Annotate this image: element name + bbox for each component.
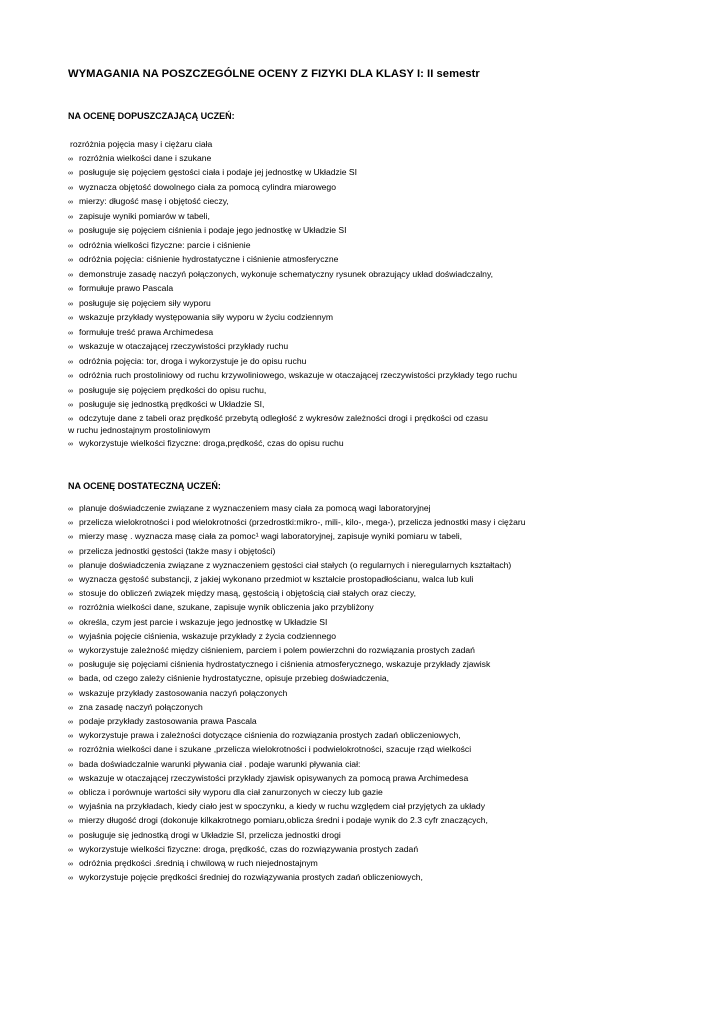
bullet-icon: ∞ <box>68 619 72 627</box>
list-item: ∞ podaje przykłady zastosowania prawa Pascala <box>68 715 526 729</box>
list-item: ∞ wskazuje przykłady zastosowania naczyń połączonych <box>68 687 526 701</box>
bullet-icon: ∞ <box>68 633 72 641</box>
document-title: WYMAGANIA NA POSZCZEGÓLNE OCENY Z FIZYKI DLA KLASY I: II semestr <box>68 68 480 80</box>
list-item: ∞ posługuje się pojęciem ciśnienia i podaje jego jednostkę w Układzie SI <box>68 224 517 239</box>
list-item: ∞ odczytuje dane z tabeli oraz prędkość przebytą odległość z wykresów zależności drogi i prędkości od czasu <box>68 413 517 426</box>
list-item: ∞ posługuje się pojęciami ciśnienia hydrostatycznego i ciśnienia atmosferycznego, wskazuje przykłady zjawisk <box>68 658 526 672</box>
bullet-icon: ∞ <box>68 747 72 755</box>
bullet-icon: ∞ <box>68 775 72 783</box>
list-item: ∞ odróżnia ruch prostoliniowy od ruchu krzywoliniowego, wskazuje w otaczającej rzeczywistości przykłady tego ruchu <box>68 369 517 384</box>
bullet-icon: ∞ <box>68 605 72 613</box>
list-item: ∞ posługuje się pojęciem gęstości ciała i podaje jej jednostkę w Układzie SI <box>68 166 517 181</box>
bullet-icon: ∞ <box>68 344 72 351</box>
list-item: rozróżnia pojęcia masy i ciężaru ciała <box>70 139 213 149</box>
bullet-icon: ∞ <box>68 300 72 308</box>
list-item: ∞ wyznacza gęstość substancji, z jakiej wykonano przedmiot w kształcie prostopadłościanu, walca lub kuli <box>68 573 526 587</box>
bullet-icon: ∞ <box>68 704 72 712</box>
bullet-icon: ∞ <box>68 170 72 177</box>
bullet-icon: ∞ <box>68 875 72 883</box>
section-heading-dopuszczajaca: NA OCENĘ DOPUSZCZAJĄCĄ UCZEŃ: <box>68 111 235 121</box>
list-item: ∞ odróżnia prędkości .średnią i chwilową w ruch niejednostajnym <box>68 857 526 871</box>
bullet-icon: ∞ <box>68 832 72 840</box>
list-item: ∞ określa, czym jest parcie i wskazuje jego jednostkę w Układzie SI <box>68 616 526 630</box>
bullet-icon: ∞ <box>68 358 72 366</box>
bullet-icon: ∞ <box>68 719 72 727</box>
list-item: ∞ zna zasadę naczyń połączonych <box>68 701 526 715</box>
list-item: ∞ planuje doświadczenie związane z wyznaczeniem masy ciała za pomocą wagi laboratoryjnej <box>68 502 526 516</box>
bullet-icon: ∞ <box>68 577 72 585</box>
list-item: ∞ planuje doświadczenia związane z wyznaczeniem gęstości ciał stałych (o regularnych i nieregularnych kształtach) <box>68 559 526 573</box>
bullet-icon: ∞ <box>68 846 72 854</box>
list-item: ∞ wskazuje w otaczającej rzeczywistości przykłady zjawisk opisywanych za pomocą prawa Archimedesa <box>68 772 526 786</box>
list-item: ∞ mierzy: długość masę i objętość cieczy, <box>68 195 517 210</box>
bullet-icon: ∞ <box>68 790 72 798</box>
bullet-icon: ∞ <box>68 387 72 395</box>
bullet-icon: ∞ <box>68 257 72 264</box>
bullet-icon: ∞ <box>68 228 72 235</box>
bullet-icon: ∞ <box>68 315 72 322</box>
bullet-icon: ∞ <box>68 286 72 293</box>
list-item: ∞ bada doświadczalnie warunki pływania ciał . podaje warunki pływania ciał: <box>68 758 526 772</box>
list-item: ∞ wykorzystuje zależność między ciśnieniem, parciem i polem powierzchni do rozwiązania prostych zadań <box>68 644 526 658</box>
list-item: ∞ mierzy długość drogi (dokonuje kilkakrotnego pomiaru,oblicza średni i podaje wynik do 2.3 cyfr znaczących, <box>68 814 526 828</box>
bullet-icon: ∞ <box>68 373 72 380</box>
list-item: ∞ wskazuje przykłady występowania siły wyporu w życiu codziennym <box>68 311 517 326</box>
list-item: ∞ odróżnia pojęcia: ciśnienie hydrostatyczne i ciśnienie atmosferyczne <box>68 253 517 268</box>
list-item: ∞ oblicza i porównuje wartości siły wyporu dla ciał zanurzonych w cieczy lub gazie <box>68 786 526 800</box>
bullet-icon: ∞ <box>68 648 72 656</box>
bullet-icon: ∞ <box>68 804 72 812</box>
list-item: ∞ posługuje się jednostką drogi w Układzie SI, przelicza jednostki drogi <box>68 829 526 843</box>
bullet-icon: ∞ <box>68 402 72 409</box>
list-item: ∞ wykorzystuje wielkości fizyczne: droga, prędkość, czas do rozwiązywania prostych zadań <box>68 843 526 857</box>
list-item: ∞ bada, od czego zależy ciśnienie hydrostatyczne, opisuje przebieg doświadczenia, <box>68 672 526 686</box>
list-item: ∞ rozróżnia wielkości dane i szukane <box>68 152 517 167</box>
list-item: ∞ wyznacza objętość dowolnego ciała za pomocą cylindra miarowego <box>68 181 517 196</box>
list-item: ∞ wyjaśnia pojęcie ciśnienia, wskazuje przykłady z życia codziennego <box>68 630 526 644</box>
section-heading-dostateczna: NA OCENĘ DOSTATECZNĄ UCZEŃ: <box>68 481 221 491</box>
list-item: ∞ demonstruje zasadę naczyń połączonych, wykonuje schematyczny rysunek obrazujący układ doświadczalny, <box>68 268 517 283</box>
bullet-icon: ∞ <box>68 520 72 528</box>
list-item: ∞ wyjaśnia na przykładach, kiedy ciało jest w spoczynku, a kiedy w ruchu względem ciał przyjętych za układy <box>68 800 526 814</box>
list-item: ∞ stosuje do obliczeń związek między masą, gęstością i objętością ciał stałych oraz cieczy, <box>68 587 526 601</box>
bullet-icon: ∞ <box>68 155 72 163</box>
requirements-list-dopuszczajaca <box>68 138 517 451</box>
list-item: ∞ wykorzystuje pojęcie prędkości średniej do rozwiązywania prostych zadań obliczeniowych, <box>68 871 526 885</box>
list-item: ∞ posługuje się pojęciem prędkości do opisu ruchu, <box>68 384 517 399</box>
bullet-icon: ∞ <box>68 562 72 570</box>
list-item: ∞ formułuje prawo Pascala <box>68 282 517 297</box>
bullet-icon: ∞ <box>68 242 72 250</box>
list-item: ∞ rozróżnia wielkości dane i szukane ,przelicza wielokrotności i podwielokrotności, szacuje rząd wielkości <box>68 743 526 757</box>
list-item: ∞ mierzy masę . wyznacza masę ciała za pomoc¹ wagi laboratoryjnej, zapisuje wyniki pomiaru w tabeli, <box>68 530 526 544</box>
bullet-icon: ∞ <box>68 271 72 279</box>
bullet-icon: ∞ <box>68 199 72 206</box>
list-item: ∞ posługuje się pojęciem siły wyporu <box>68 297 517 312</box>
bullet-icon: ∞ <box>68 662 72 670</box>
bullet-icon: ∞ <box>68 534 72 542</box>
bullet-icon: ∞ <box>68 506 72 513</box>
bullet-icon: ∞ <box>68 690 72 698</box>
list-item: ∞ posługuje się jednostką prędkości w Układzie SI, <box>68 398 517 413</box>
list-item: ∞ wykorzystuje prawa i zależności dotyczące ciśnienia do rozwiązania prostych zadań obliczeniowych, <box>68 729 526 743</box>
list-item: ∞ rozróżnia wielkości dane, szukane, zapisuje wynik obliczenia jako przybliżony <box>68 601 526 615</box>
list-item-continuation: w ruchu jednostajnym prostoliniowym <box>68 425 211 435</box>
list-item: ∞ przelicza wielokrotności i pod wielokrotności (przedrostki:mikro-, mili-, kilo-, mega-), przelicza jednostki masy i ciężaru <box>68 516 526 530</box>
bullet-icon: ∞ <box>68 329 72 337</box>
bullet-icon: ∞ <box>68 676 72 684</box>
bullet-icon: ∞ <box>68 440 72 448</box>
bullet-icon: ∞ <box>68 548 72 556</box>
bullet-icon: ∞ <box>68 733 72 741</box>
list-item: ∞ wykorzystuje wielkości fizyczne: droga,prędkość, czas do opisu ruchu <box>68 437 517 452</box>
list-item: ∞ przelicza jednostki gęstości (także masy i objętości) <box>68 545 526 559</box>
bullet-icon: ∞ <box>68 213 72 221</box>
list-item: ∞ odróżnia wielkości fizyczne: parcie i ciśnienie <box>68 239 517 254</box>
list-item: ∞ odróżnia pojęcia: tor, droga i wykorzystuje je do opisu ruchu <box>68 355 517 370</box>
list-item: ∞ zapisuje wyniki pomiarów w tabeli, <box>68 210 517 225</box>
list-item: ∞ wskazuje w otaczającej rzeczywistości przykłady ruchu <box>68 340 517 355</box>
bullet-icon: ∞ <box>68 184 72 192</box>
bullet-icon: ∞ <box>68 761 72 769</box>
bullet-icon: ∞ <box>68 591 72 599</box>
bullet-icon: ∞ <box>68 861 72 869</box>
requirements-list-dostateczna <box>68 502 526 885</box>
list-item: ∞ formułuje treść prawa Archimedesa <box>68 326 517 341</box>
bullet-icon: ∞ <box>68 415 72 423</box>
bullet-icon: ∞ <box>68 818 72 826</box>
